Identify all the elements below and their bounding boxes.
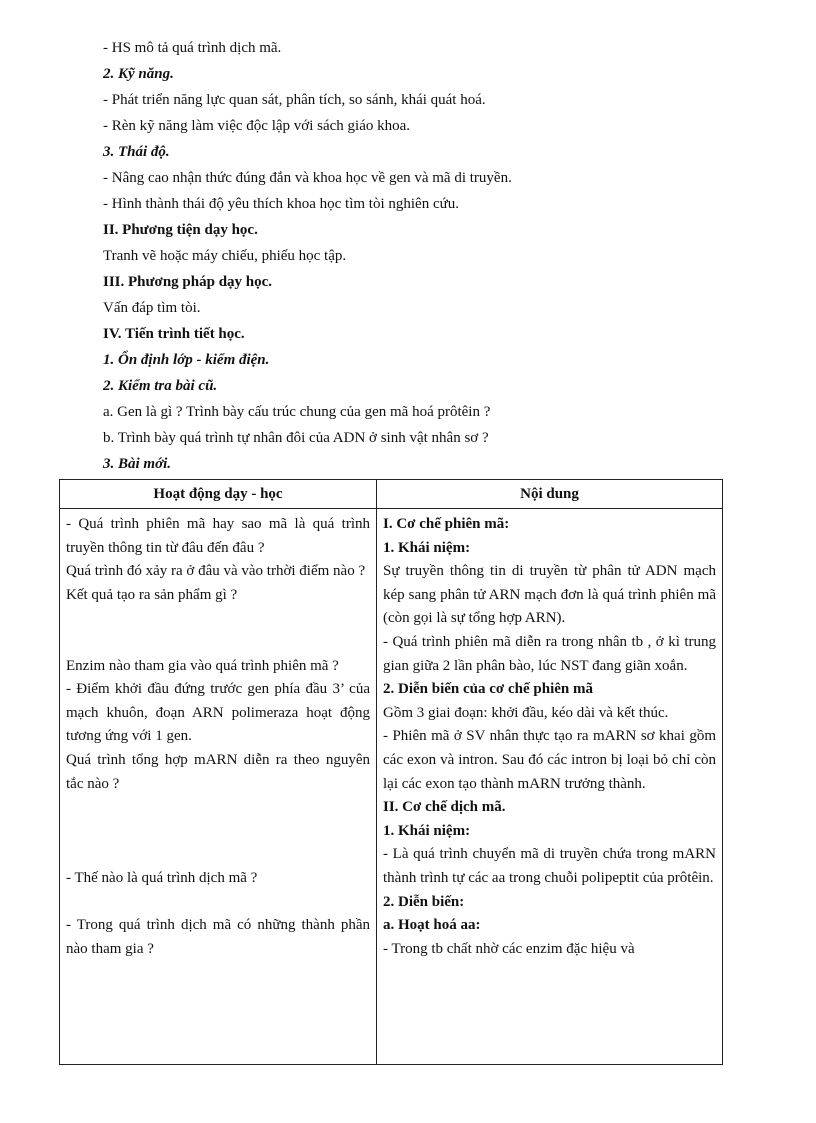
content-heading: I. Cơ chế phiên mã: (383, 516, 510, 532)
activity-cell (60, 509, 377, 1065)
section-heading-teaching-method: III. Phương pháp dạy học. (103, 274, 273, 290)
skill-line: - Rèn kỹ năng làm việc độc lập với sách giáo khoa. (103, 118, 411, 134)
content-subheading: 2. Diễn biến của cơ chế phiên mã (383, 681, 593, 698)
content-subheading: a. Hoạt hoá aa: (383, 917, 481, 934)
subheading-new-lesson: 3. Bài mới. (103, 456, 172, 472)
content-paragraph: - Phiên mã ở SV nhân thực tạo ra mARN sơ khai gồm các exon và intron. Sau đó các intron bị loại bỏ chỉ còn lại các exon tạo thành mARN trưởng thành. (383, 728, 716, 792)
subheading-review: 2. Kiểm tra bài cũ. (103, 378, 218, 394)
content-paragraph: - Trong tb chất nhờ các enzim đặc hiệu và (383, 940, 635, 957)
lesson-table (59, 479, 723, 1065)
activity-question: Quá trình tổng hợp mARN diễn ra theo nguyên tắc nào ? (66, 751, 370, 792)
activity-question: - Thế nào là quá trình dịch mã ? (66, 869, 258, 886)
content-cell (377, 509, 723, 1065)
content-paragraph: - Quá trình phiên mã diễn ra trong nhân tb , ở kì trung gian giữa 2 lần phân bào, lúc NST đang giãn xoắn. (383, 633, 716, 674)
section-heading-teaching-aids: II. Phương tiện dạy học. (103, 222, 258, 238)
attitude-line: - Hình thành thái độ yêu thích khoa học tìm tòi nghiên cứu. (103, 196, 459, 212)
table-row (60, 509, 723, 1065)
teaching-method-text: Vấn đáp tìm tòi. (103, 300, 201, 316)
content-subheading: 1. Khái niệm: (383, 822, 471, 839)
subheading-class-setup: 1. Ổn định lớp - kiểm điện. (103, 352, 270, 368)
content-heading: II. Cơ chế dịch mã. (383, 799, 506, 816)
content-paragraph: - Là quá trình chuyển mã di truyền chứa trong mARN thành trình tự các aa trong chuỗi polipeptit của prôtêin. (383, 846, 716, 886)
activity-note: - Điểm khởi đầu đứng trước gen phía đầu 3’ của mạch khuôn, đoạn ARN polimeraza hoạt động tương ứng với 1 gen. (66, 681, 370, 745)
activity-question: - Trong quá trình dịch mã có những thành phần nào tham gia ? (66, 917, 370, 957)
skill-line: - Phát triển năng lực quan sát, phân tích, so sánh, khái quát hoá. (103, 92, 486, 108)
content-subheading: 1. Khái niệm: (383, 539, 471, 556)
activity-question: Enzim nào tham gia vào quá trình phiên mã ? (66, 657, 339, 674)
header-teaching-activity: Hoạt động dạy - học (60, 480, 377, 509)
header-content: Nội dung (377, 480, 723, 509)
table-header-row (60, 480, 723, 509)
objective-line: - HS mô tả quá trình dịch mã. (103, 40, 282, 56)
section-heading-lesson-progress: IV. Tiến trình tiết học. (103, 326, 245, 342)
content-subheading: 2. Diễn biến: (383, 893, 465, 910)
activity-question: - Quá trình phiên mã hay sao mã là quá trình truyền thông tin từ đâu đến đâu ? (66, 516, 370, 556)
review-question: a. Gen là gì ? Trình bày cấu trúc chung của gen mã hoá prôtêin ? (103, 404, 491, 420)
review-question: b. Trình bày quá trình tự nhân đôi của ADN ở sinh vật nhân sơ ? (103, 430, 489, 446)
content-paragraph: Sự truyền thông tin di truyền từ phân tử ADN mạch kép sang phân tử ARN mạch đơn là quá trình phiên mã (còn gọi là sự tổng hợp ARN). (383, 563, 716, 627)
attitude-line: - Nâng cao nhận thức đúng đắn và khoa học về gen và mã di truyền. (103, 170, 512, 186)
content-paragraph: Gồm 3 giai đoạn: khởi đầu, kéo dài và kết thúc. (383, 704, 669, 721)
activity-question: Quá trình đó xảy ra ở đâu và vào trhời điểm nào ? (66, 563, 366, 580)
teaching-aids-text: Tranh vẽ hoặc máy chiếu, phiếu học tập. (103, 248, 347, 264)
activity-question: Kết quả tạo ra sản phẩm gì ? (66, 586, 238, 603)
section-heading-attitude: 3. Thái độ. (103, 144, 170, 160)
section-heading-skills: 2. Kỹ năng. (103, 66, 174, 82)
